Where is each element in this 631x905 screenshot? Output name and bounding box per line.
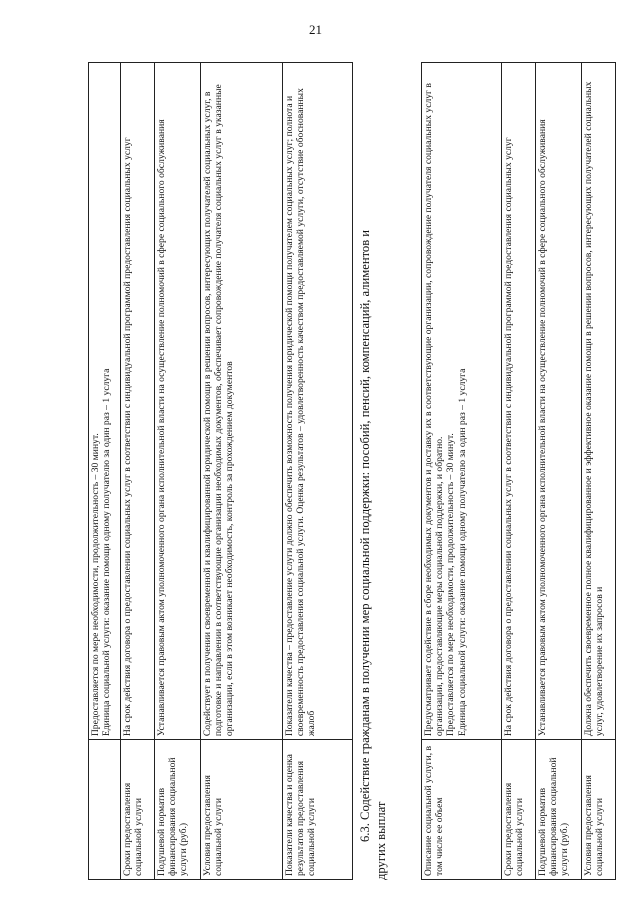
value-line: Показатели качества – предоставление услуги должно обеспечить возможность получения юридической помощи получателем социальных услуг; полнота и своевременность предоставления социальной услуги. Оценка результатов – удовлетворенность качеством предоставляемой услуги, отсутствие обоснованных жалоб bbox=[284, 88, 318, 737]
table-row bbox=[422, 63, 502, 880]
row-value bbox=[502, 63, 536, 740]
row-label bbox=[89, 740, 121, 880]
table-row bbox=[121, 63, 155, 880]
value-line: Единица социальной услуги: оказание помощи одному получателю за один раз – 1 услуга bbox=[456, 368, 468, 737]
table-row bbox=[155, 63, 201, 880]
table-row bbox=[502, 63, 536, 880]
row-value bbox=[422, 63, 502, 740]
row-label: Подушевой норматив финансирования социальной услуги (руб.) bbox=[536, 740, 582, 880]
row-value bbox=[121, 63, 155, 740]
row-label: Подушевой норматив финансирования социальной услуги (руб.) bbox=[155, 740, 201, 880]
section-heading-line: 6.3. Содействие гражданам в получении мер социальной поддержки: пособий, пенсий, компенсаций, алиментов и bbox=[358, 229, 372, 842]
row-value bbox=[582, 63, 616, 740]
value-line: Единица социальной услуги: оказание помощи одному получателю за один раз – 1 услуга bbox=[101, 368, 113, 737]
row-value bbox=[201, 63, 283, 740]
rotated-landscape-content bbox=[88, 62, 608, 880]
value-line: Предоставляется по мере необходимости, продолжительность – 30 минут. bbox=[90, 433, 101, 737]
value-line: На срок действия договора о предоставлении социальных услуг в соответствии с индивидуальной программой предоставления социальных услуг bbox=[122, 137, 133, 737]
section-heading bbox=[358, 62, 389, 880]
row-label: Сроки предоставления социальной услуги bbox=[121, 740, 155, 880]
value-line: Устанавливается правовым актом уполномоченного органа исполнительной власти на осуществление полномочий в сфере социального обслуживания bbox=[156, 119, 167, 737]
service-table-6-2 bbox=[88, 62, 353, 880]
row-value bbox=[89, 63, 121, 740]
row-label: Условия предоставления социальной услуги bbox=[201, 740, 283, 880]
service-table-6-3 bbox=[421, 62, 616, 880]
value-line: На срок действия договора о предоставлении социальных услуг в соответствии с индивидуальной программой предоставления социальных услуг bbox=[503, 137, 514, 737]
value-line: Должна обеспечить своевременное полное квалифицированное и эффективное оказание помощи в решении вопросов, интересующих получателей социальных услуг, удовлетворение их запросов и bbox=[583, 81, 606, 737]
row-label: Показатели качества и оценка результатов предоставления социальной услуги bbox=[283, 740, 353, 880]
value-line: Предусматривает содействие в сборе необходимых документов и доставку их в соответствующие организации, сопровождение получателя социальных услуг в организации, предоставляющие меры социальной поддержки, и обратно. bbox=[423, 83, 446, 737]
row-value bbox=[155, 63, 201, 740]
row-label: Сроки предоставления социальной услуги bbox=[502, 740, 536, 880]
value-line: Устанавливается правовым актом уполномоченного органа исполнительной власти на осуществление полномочий в сфере социального обслуживания bbox=[537, 119, 548, 737]
table-row bbox=[582, 63, 616, 880]
row-value bbox=[536, 63, 582, 740]
table-row bbox=[201, 63, 283, 880]
page-number: 21 bbox=[309, 22, 322, 37]
value-line: Содействует в получении своевременной и квалифицированной юридической помощи в решении вопросов, интересующих получателей социальных услуг, в подготовке и направлении в соответствующие организации необходимых документов, обеспечивает сопровождение получателя социальных услуг в указанные организации, если в этом возникает необходимость, контроль за прохождением документов bbox=[202, 84, 236, 737]
row-label: Описание социальной услуги, в том числе ее объем bbox=[422, 740, 502, 880]
row-value bbox=[283, 63, 353, 740]
row-label: Условия предоставления социальной услуги bbox=[582, 740, 616, 880]
section-heading-line: других выплат bbox=[373, 801, 388, 880]
table-row bbox=[283, 63, 353, 880]
table-row bbox=[89, 63, 121, 880]
table-row bbox=[536, 63, 582, 880]
value-line: Предоставляется по мере необходимости, продолжительность – 30 минут. bbox=[445, 433, 457, 737]
